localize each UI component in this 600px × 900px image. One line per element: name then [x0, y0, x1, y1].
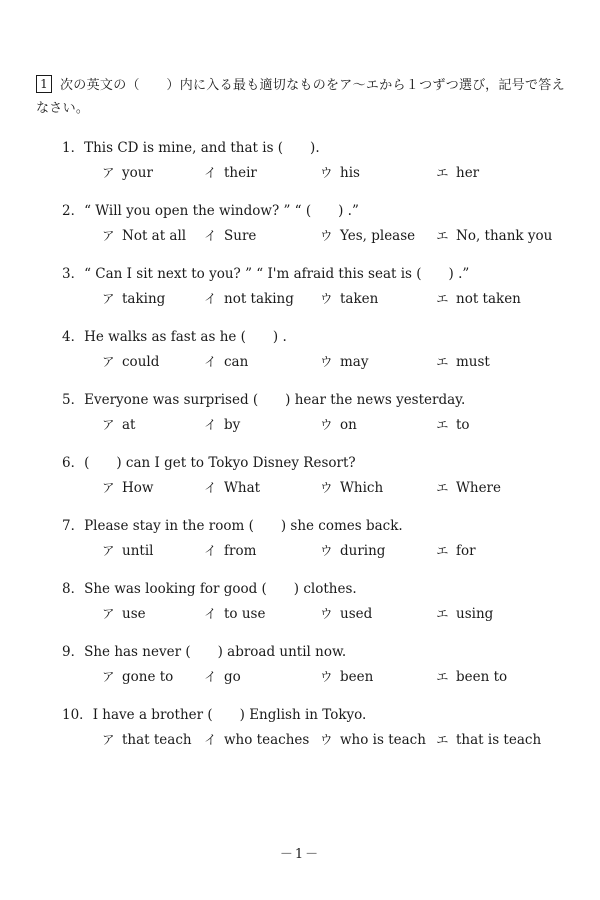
choice-b [204, 414, 240, 436]
choice-a [102, 288, 165, 310]
choice-text: Which [340, 480, 384, 496]
choice-text: to use [224, 606, 266, 622]
choice-c [320, 414, 357, 436]
choice-c [320, 666, 373, 688]
question-number: 4． [62, 329, 85, 345]
choice-label: イ [204, 543, 217, 558]
question-1 [62, 137, 562, 184]
choice-text: taken [340, 291, 379, 307]
choice-c [320, 540, 385, 562]
choice-label: エ [436, 732, 449, 747]
choice-a [102, 162, 153, 184]
choices [62, 225, 562, 247]
question-number: 7． [62, 518, 85, 534]
choices [62, 414, 562, 436]
choice-text: use [122, 606, 146, 622]
choice-b [204, 477, 260, 499]
choice-d [436, 225, 552, 247]
choice-label: ア [102, 354, 115, 369]
question-3 [62, 263, 562, 310]
question-text: He walks as fast as he ( ) . [84, 329, 287, 345]
choice-text: Not at all [122, 228, 187, 244]
choice-label: ア [102, 669, 115, 684]
choice-label: イ [204, 165, 217, 180]
choice-label: イ [204, 228, 217, 243]
choice-d [436, 288, 521, 310]
question-8 [62, 578, 562, 625]
question-stem [62, 326, 562, 348]
choice-label: イ [204, 354, 217, 369]
choice-d [436, 666, 507, 688]
section-number-box: 1 [36, 75, 52, 93]
choice-a [102, 603, 146, 625]
choice-label: ア [102, 228, 115, 243]
choice-label: エ [436, 543, 449, 558]
question-stem [62, 200, 562, 222]
choice-label: イ [204, 417, 217, 432]
choice-d [436, 540, 476, 562]
choice-text: that teach [122, 732, 192, 748]
choice-a [102, 414, 135, 436]
choice-text: Sure [224, 228, 257, 244]
choice-text: Yes, please [340, 228, 416, 244]
choice-text: may [340, 354, 369, 370]
choice-text: their [224, 165, 257, 181]
question-text: Please stay in the room ( ) she comes back. [84, 518, 403, 534]
choice-text: her [456, 165, 480, 181]
choice-label: ア [102, 543, 115, 558]
choice-c [320, 351, 368, 373]
choice-d [436, 162, 479, 184]
choice-a [102, 225, 186, 247]
choice-label: ウ [320, 417, 333, 432]
question-5 [62, 389, 562, 436]
choice-a [102, 351, 159, 373]
question-stem [62, 704, 562, 726]
choices [62, 162, 562, 184]
choice-label: イ [204, 480, 217, 495]
choice-text: your [122, 165, 153, 181]
choice-b [204, 288, 294, 310]
question-text: “ Can I sit next to you? ” “ I'm afraid this seat is ( ) .” [84, 266, 470, 282]
choice-label: ウ [320, 480, 333, 495]
choice-label: ウ [320, 732, 333, 747]
choices [62, 540, 562, 562]
choice-text: taking [122, 291, 166, 307]
question-text: This CD is mine, and that is ( ). [84, 140, 320, 156]
choice-text: go [224, 669, 241, 685]
choice-label: イ [204, 669, 217, 684]
choice-d [436, 351, 490, 373]
choice-c [320, 162, 360, 184]
choice-b [204, 729, 309, 751]
choice-c [320, 729, 426, 751]
question-number: 1． [62, 140, 85, 156]
choice-text: What [224, 480, 261, 496]
choice-a [102, 666, 173, 688]
choice-text: for [456, 543, 476, 559]
choice-label: イ [204, 606, 217, 621]
choice-label: ウ [320, 606, 333, 621]
question-stem [62, 137, 562, 159]
question-6 [62, 452, 562, 499]
choice-a [102, 540, 153, 562]
choice-c [320, 603, 372, 625]
choice-text: at [122, 417, 136, 433]
choices [62, 603, 562, 625]
choice-label: ウ [320, 291, 333, 306]
choice-label: ア [102, 165, 115, 180]
choice-label: エ [436, 417, 449, 432]
choice-c [320, 225, 415, 247]
question-4 [62, 326, 562, 373]
choice-label: ウ [320, 165, 333, 180]
choice-label: エ [436, 606, 449, 621]
choice-b [204, 225, 256, 247]
question-stem [62, 452, 562, 474]
choice-text: on [340, 417, 357, 433]
choice-b [204, 603, 265, 625]
choice-text: using [456, 606, 494, 622]
choice-text: not taking [224, 291, 294, 307]
choice-label: ウ [320, 543, 333, 558]
question-number: 2． [62, 203, 85, 219]
choice-label: エ [436, 354, 449, 369]
choice-text: can [224, 354, 249, 370]
choice-text: How [122, 480, 154, 496]
choice-label: エ [436, 165, 449, 180]
question-9 [62, 641, 562, 688]
question-7 [62, 515, 562, 562]
question-stem [62, 641, 562, 663]
choice-text: until [122, 543, 154, 559]
choice-label: ア [102, 291, 115, 306]
choice-b [204, 351, 248, 373]
choice-c [320, 477, 383, 499]
choice-text: been to [456, 669, 508, 685]
question-text: Everyone was surprised ( ) hear the news yesterday. [84, 392, 466, 408]
choices [62, 729, 562, 751]
choice-label: ウ [320, 669, 333, 684]
choice-text: No, thank you [456, 228, 553, 244]
choice-d [436, 477, 501, 499]
choice-label: エ [436, 669, 449, 684]
choice-text: been [340, 669, 374, 685]
choice-label: イ [204, 732, 217, 747]
choice-label: ウ [320, 354, 333, 369]
choice-a [102, 477, 153, 499]
choice-text: who is teach [340, 732, 426, 748]
choice-text: his [340, 165, 360, 181]
choice-label: ウ [320, 228, 333, 243]
choice-b [204, 162, 257, 184]
choice-text: not taken [456, 291, 521, 307]
choice-label: イ [204, 291, 217, 306]
choice-text: could [122, 354, 160, 370]
choice-text: to [456, 417, 470, 433]
choice-text: gone to [122, 669, 174, 685]
section-header [36, 74, 566, 120]
choice-c [320, 288, 378, 310]
choice-a [102, 729, 192, 751]
choice-text: who teaches [224, 732, 310, 748]
question-2 [62, 200, 562, 247]
choice-label: ア [102, 417, 115, 432]
question-number: 6． [62, 455, 85, 471]
question-text: “ Will you open the window? ” “ ( ) .” [84, 203, 359, 219]
question-number: 8． [62, 581, 85, 597]
question-stem [62, 578, 562, 600]
choice-text: must [456, 354, 490, 370]
question-text: I have a brother ( ) English in Tokyo. [92, 707, 367, 723]
choice-text: that is teach [456, 732, 542, 748]
choice-label: エ [436, 291, 449, 306]
choice-text: by [224, 417, 241, 433]
instruction-text: 次の英文の（ ）内に入る最も適切なものをア～エから１つずつ選び，記号で答えなさい。 [36, 78, 565, 116]
question-10 [62, 704, 562, 751]
question-number: 5． [62, 392, 85, 408]
choice-label: ア [102, 480, 115, 495]
choice-text: during [340, 543, 386, 559]
choices [62, 288, 562, 310]
question-stem [62, 263, 562, 285]
choice-text: used [340, 606, 373, 622]
choices [62, 477, 562, 499]
choice-text: from [224, 543, 257, 559]
page-number: －1－ [279, 847, 321, 862]
choice-label: エ [436, 480, 449, 495]
choice-b [204, 666, 241, 688]
choices [62, 351, 562, 373]
question-stem [62, 515, 562, 537]
choice-d [436, 603, 493, 625]
choice-b [204, 540, 256, 562]
choice-label: エ [436, 228, 449, 243]
choice-label: ア [102, 606, 115, 621]
choice-d [436, 414, 470, 436]
question-text: ( ) can I get to Tokyo Disney Resort? [84, 455, 356, 471]
question-stem [62, 389, 562, 411]
question-number: 3． [62, 266, 85, 282]
choice-text: Where [456, 480, 502, 496]
question-number: 10． [62, 707, 93, 723]
choices [62, 666, 562, 688]
question-text: She was looking for good ( ) clothes. [84, 581, 357, 597]
question-text: She has never ( ) abroad until now. [84, 644, 347, 660]
choice-label: ア [102, 732, 115, 747]
question-number: 9． [62, 644, 85, 660]
choice-d [436, 729, 541, 751]
